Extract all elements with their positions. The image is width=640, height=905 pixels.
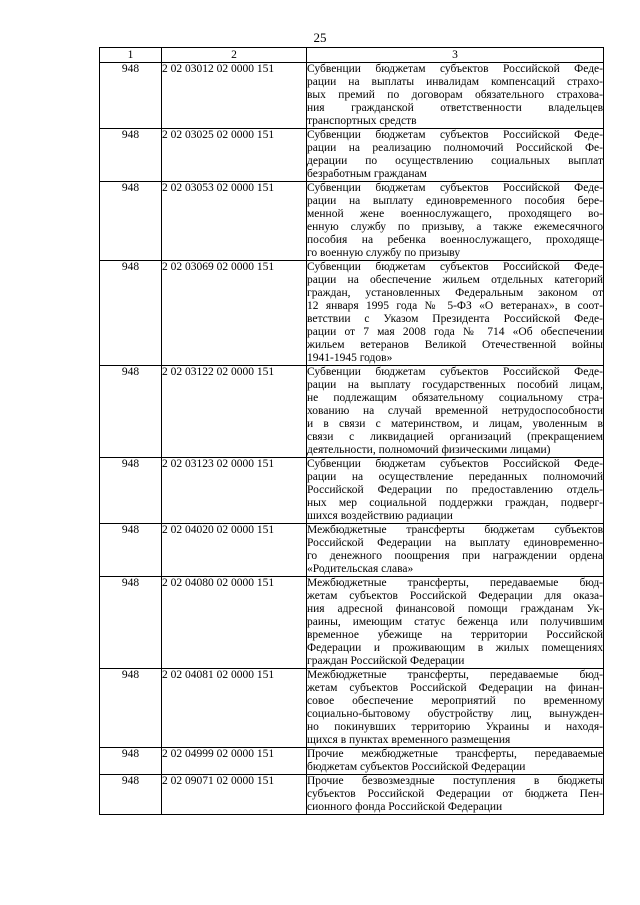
table-row	[100, 458, 604, 524]
table-row	[100, 748, 604, 775]
revenue-name-line: «Родительская слава»	[307, 563, 414, 575]
revenue-name-cell	[307, 775, 604, 815]
revenue-name-line: ния гражданской ответственности владельцев	[307, 102, 603, 114]
revenue-name-line: и в связи с материнством, и лицам, уволенным в	[307, 418, 603, 430]
revenue-name-line: ных мер социальной поддержки граждан, подверг-	[307, 497, 603, 509]
revenue-name-line: Прочие безвозмездные поступления в бюджеты	[307, 775, 603, 787]
revenue-name-line: Российской Федерации по предоставлению отдель-	[307, 484, 603, 496]
table-row	[100, 261, 604, 366]
admin-code-cell: 948	[100, 748, 162, 775]
admin-code-cell: 948	[100, 775, 162, 815]
admin-code-cell: 948	[100, 366, 162, 458]
revenue-name-cell	[307, 366, 604, 458]
table-row	[100, 775, 604, 815]
revenue-name-line: транспортных средств	[307, 115, 417, 127]
revenue-name-line: 1941-1945 годов»	[307, 352, 393, 364]
revenue-name-cell	[307, 63, 604, 129]
revenue-name-line: сионного фонда Российской Федерации	[307, 801, 503, 813]
revenue-name-line: го денежного поощрения при награждении ордена	[307, 550, 603, 562]
revenue-name-line: Субвенции бюджетам субъектов Российской Феде-	[307, 458, 603, 470]
admin-code-cell: 948	[100, 129, 162, 182]
admin-code-cell: 948	[100, 182, 162, 261]
revenue-name-cell	[307, 182, 604, 261]
table-row	[100, 129, 604, 182]
table-row	[100, 63, 604, 129]
revenue-name-line: безработным гражданам	[307, 168, 427, 180]
revenue-name-line: социально-бытовому обустройству лиц, вынужден-	[307, 708, 603, 720]
revenue-name-line: совое обеспечение мероприятий по временному	[307, 695, 603, 707]
revenue-name-line: Субвенции бюджетам субъектов Российской Феде-	[307, 129, 603, 141]
column-header-2: 2	[162, 48, 307, 63]
table-header-row	[100, 48, 604, 63]
revenue-name-line: ния адресной финансовой помощи гражданам Ук-	[307, 603, 603, 615]
revenue-name-line: граждан Российской Федерации	[307, 655, 465, 667]
revenue-name-line: дерации по осуществлению социальных выплат	[307, 155, 603, 167]
budget-classification-code-cell: 2 02 04080 02 0000 151	[162, 577, 307, 669]
revenue-name-line: щихся в пунктах временного размещения	[307, 734, 511, 746]
column-header-3: 3	[307, 48, 604, 63]
revenue-name-line: граждан, установленных Федеральным законом от	[307, 287, 603, 299]
page-number: 25	[313, 30, 327, 45]
revenue-name-line: раины, имеющим статус беженца или получившим	[307, 616, 603, 628]
revenue-name-line: рации от 7 мая 2008 года № 714 «Об обеспечении	[307, 326, 603, 338]
revenue-name-cell	[307, 129, 604, 182]
revenue-name-cell	[307, 669, 604, 748]
table-row	[100, 669, 604, 748]
budget-classification-code-cell: 2 02 09071 02 0000 151	[162, 775, 307, 815]
admin-code-cell: 948	[100, 669, 162, 748]
revenue-name-line: временное убежище на территории Российской	[307, 629, 603, 641]
table-row	[100, 577, 604, 669]
revenue-name-line: енную службу по призыву, а также ежемесячного	[307, 221, 603, 233]
admin-code-cell: 948	[100, 261, 162, 366]
revenue-name-line: шихся воздействию радиации	[307, 510, 453, 522]
revenue-name-line: жетам субъектов Российской Федерации на финан-	[307, 682, 603, 694]
table-row	[100, 182, 604, 261]
revenue-name-line: рации на выплату государственных пособий лицам,	[307, 379, 603, 391]
revenue-name-cell	[307, 577, 604, 669]
revenue-name-line: связи с ликвидацией организаций (прекращением	[307, 431, 603, 443]
revenue-name-line: жетам субъектов Российской Федерации для оказа-	[307, 590, 603, 602]
revenue-name-line: менной жене военнослужащего, проходящего во-	[307, 208, 603, 220]
budget-classification-code-cell: 2 02 03012 02 0000 151	[162, 63, 307, 129]
revenue-name-line: бюджетам субъектов Российской Федерации	[307, 761, 526, 773]
revenue-name-line: рации на реализацию полномочий Российской Фе-	[307, 142, 603, 154]
revenue-name-line: Субвенции бюджетам субъектов Российской Феде-	[307, 63, 603, 75]
budget-classification-code-cell: 2 02 03123 02 0000 151	[162, 458, 307, 524]
revenue-name-line: жильем ветеранов Великой Отечественной войны	[307, 339, 603, 351]
budget-classification-code-cell: 2 02 03069 02 0000 151	[162, 261, 307, 366]
budget-revenue-table	[99, 47, 604, 815]
revenue-name-cell	[307, 458, 604, 524]
revenue-name-line: ветствии с Указом Президента Российской Феде-	[307, 313, 603, 325]
admin-code-cell: 948	[100, 577, 162, 669]
budget-classification-code-cell: 2 02 03025 02 0000 151	[162, 129, 307, 182]
revenue-name-line: Межбюджетные трансферты бюджетам субъектов	[307, 524, 603, 536]
revenue-name-line: Федерации и проживающим в жилых помещениях	[307, 642, 603, 654]
revenue-name-line: го военную службу по призыву	[307, 247, 461, 259]
revenue-name-line: хованию на случай временной нетрудоспособности	[307, 405, 603, 417]
revenue-name-line: не подлежащим обязательному социальному стра-	[307, 392, 603, 404]
revenue-name-line: рации на выплату единовременного пособия бере-	[307, 195, 603, 207]
budget-classification-code-cell: 2 02 04999 02 0000 151	[162, 748, 307, 775]
revenue-name-line: но покинувших территорию Украины и находя-	[307, 721, 603, 733]
revenue-name-line: рации на обеспечение жильем отдельных категорий	[307, 274, 603, 286]
revenue-name-line: Прочие межбюджетные трансферты, передаваемые	[307, 748, 603, 760]
revenue-name-line: субъектов Российской Федерации от бюджета Пен-	[307, 788, 603, 800]
revenue-name-line: 12 января 1995 года № 5-ФЗ «О ветеранах», в соот-	[307, 300, 603, 312]
table-row	[100, 366, 604, 458]
revenue-name-line: деятельности, полномочий физическими лицами)	[307, 444, 551, 456]
revenue-name-cell	[307, 748, 604, 775]
table-row	[100, 524, 604, 577]
column-header-1: 1	[100, 48, 162, 63]
revenue-name-cell	[307, 524, 604, 577]
revenue-name-line: рации на осуществление переданных полномочий	[307, 471, 603, 483]
revenue-name-line: Межбюджетные трансферты, передаваемые бюд-	[307, 669, 603, 681]
budget-classification-code-cell: 2 02 03053 02 0000 151	[162, 182, 307, 261]
budget-classification-code-cell: 2 02 04020 02 0000 151	[162, 524, 307, 577]
revenue-name-line: Российской Федерации на выплату единовременно-	[307, 537, 603, 549]
budget-classification-code-cell: 2 02 03122 02 0000 151	[162, 366, 307, 458]
revenue-name-cell	[307, 261, 604, 366]
revenue-name-line: Межбюджетные трансферты, передаваемые бюд-	[307, 577, 603, 589]
admin-code-cell: 948	[100, 458, 162, 524]
admin-code-cell: 948	[100, 524, 162, 577]
budget-classification-code-cell: 2 02 04081 02 0000 151	[162, 669, 307, 748]
revenue-name-line: рации на выплаты инвалидам компенсаций страхо-	[307, 76, 603, 88]
revenue-name-line: пособия на ребенка военнослужащего, проходяще-	[307, 234, 603, 246]
revenue-name-line: Субвенции бюджетам субъектов Российской Феде-	[307, 261, 603, 273]
admin-code-cell: 948	[100, 63, 162, 129]
revenue-name-line: Субвенции бюджетам субъектов Российской Феде-	[307, 366, 603, 378]
revenue-name-line: вых премий по договорам обязательного страхова-	[307, 89, 603, 101]
revenue-name-line: Субвенции бюджетам субъектов Российской Феде-	[307, 182, 603, 194]
